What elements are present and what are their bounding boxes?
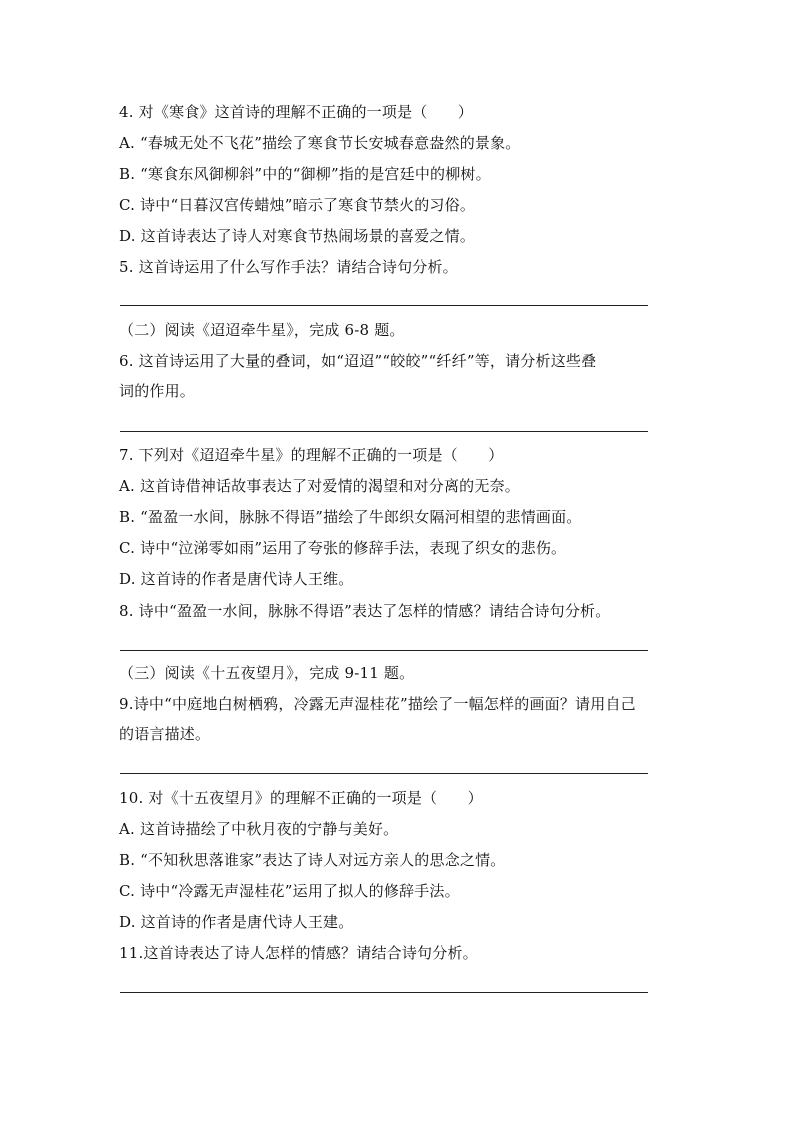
question-10-option-a: A. 这首诗描绘了中秋月夜的宁静与美好。	[119, 820, 399, 838]
answer-line-q6[interactable]	[120, 431, 648, 432]
question-7-option-d: D. 这首诗的作者是唐代诗人王维。	[119, 570, 354, 588]
question-5-stem: 5. 这首诗运用了什么写作手法？请结合诗句分析。	[119, 258, 458, 276]
answer-line-q11[interactable]	[120, 992, 648, 993]
question-6-line-1: 6. 这首诗运用了大量的叠词，如“迢迢”“皎皎”“纤纤”等，请分析这些叠	[119, 352, 597, 370]
question-11-stem: 11.这首诗表达了诗人怎样的情感？请结合诗句分析。	[119, 944, 478, 962]
question-7-stem: 7. 下列对《迢迢牵牛星》的理解不正确的一项是（ ）	[119, 446, 504, 464]
question-9-line-1: 9.诗中“中庭地白树栖鸦，冷露无声湿桂花”描绘了一幅怎样的画面？请用自己	[119, 695, 636, 713]
question-10-option-c: C. 诗中“冷露无声湿桂花”运用了拟人的修辞手法。	[119, 882, 460, 900]
question-7-option-c: C. 诗中“泣涕零如雨”运用了夸张的修辞手法，表现了织女的悲伤。	[119, 539, 567, 557]
question-4-option-b: B. “寒食东风御柳斜”中的“御柳”指的是宫廷中的柳树。	[119, 165, 491, 183]
question-6-line-2: 词的作用。	[119, 382, 196, 400]
answer-line-q5[interactable]	[120, 305, 648, 306]
question-7-option-a: A. 这首诗借神话故事表达了对爱情的渴望和对分离的无奈。	[119, 477, 520, 495]
section-3-heading: （三）阅读《十五夜望月》，完成 9-11 题。	[119, 664, 415, 682]
question-4-stem: 4. 对《寒食》这首诗的理解不正确的一项是（ ）	[119, 103, 474, 121]
answer-line-q8[interactable]	[120, 650, 648, 651]
question-10-stem: 10. 对《十五夜望月》的理解不正确的一项是（ ）	[119, 789, 483, 807]
question-4-option-c: C. 诗中“日暮汉宫传蜡烛”暗示了寒食节禁火的习俗。	[119, 196, 476, 214]
question-8-stem: 8. 诗中“盈盈一水间，脉脉不得语”表达了怎样的情感？请结合诗句分析。	[119, 602, 611, 620]
section-2-heading: （二）阅读《迢迢牵牛星》，完成 6-8 题。	[119, 321, 405, 339]
question-4-option-d: D. 这首诗表达了诗人对寒食节热闹场景的喜爱之情。	[119, 227, 476, 245]
question-4-option-a: A. “春城无处不飞花”描绘了寒食节长安城春意盎然的景象。	[119, 134, 521, 152]
question-7-option-b: B. “盈盈一水间，脉脉不得语”描绘了牛郎织女隔河相望的悲情画面。	[119, 508, 582, 526]
answer-line-q9[interactable]	[120, 773, 648, 774]
question-10-option-d: D. 这首诗的作者是唐代诗人王建。	[119, 913, 354, 931]
question-10-option-b: B. “不知秋思落谁家”表达了诗人对远方亲人的思念之情。	[119, 851, 506, 869]
question-9-line-2: 的语言描述。	[119, 725, 211, 743]
